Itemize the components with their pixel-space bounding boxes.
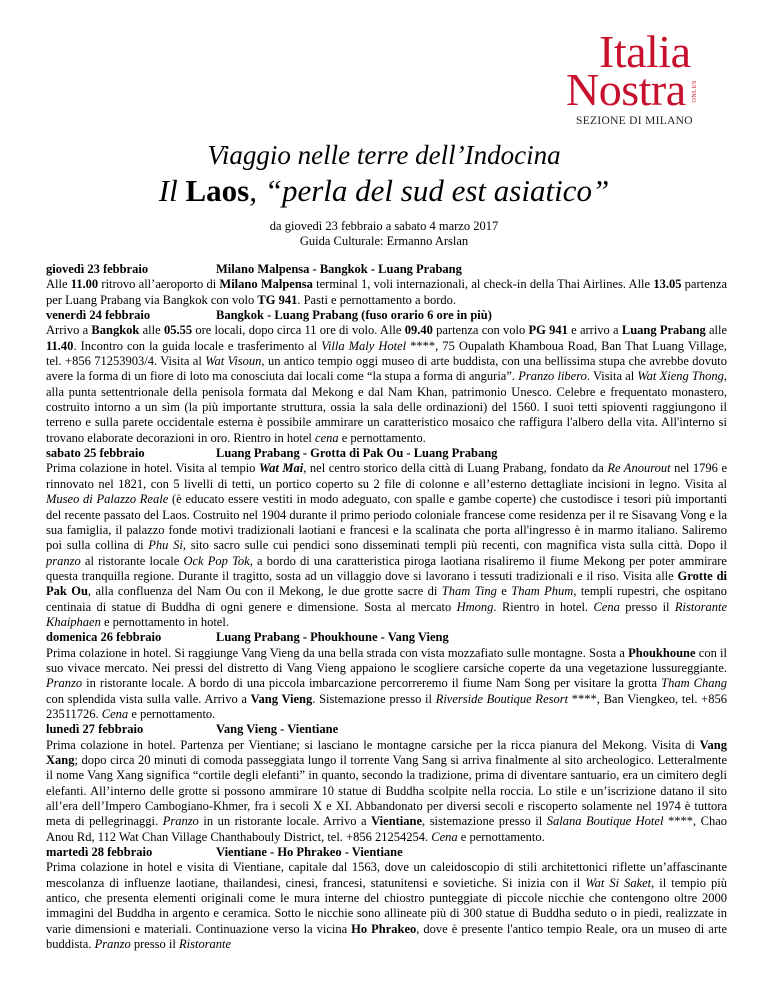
day-description: Alle 11.00 ritrovo all’aeroporto di Milano Malpensa terminal 1, voli internazionali, al check-in della Thai Airlines. Alle 13.05 partenza per Luang Prabang via Bangkok con volo TG 941. Pasti e pernottamento a bordo. [46,277,727,307]
trip-guide: Guida Culturale: Ermanno Arslan [299,234,469,248]
day-heading: venerdì 24 febbraio Bangkok - Luang Prabang (fuso orario 6 ore in più) [46,308,492,323]
logo-word-italia: Italia [599,26,691,77]
day-heading: sabato 25 febbraio Luang Prabang - Grotta di Pak Ou - Luang Prabang [46,446,498,461]
italia-nostra-logo [566,26,716,127]
trip-title: Viaggio nelle terre dell’Indocina [207,140,561,170]
logo-onlus: ONLUS [692,80,698,103]
laos-word: Laos [185,173,250,208]
logo-word-nostra: Nostra ONLUS [566,71,716,109]
itinerary [46,262,727,952]
day-heading: martedì 28 febbraio Vientiane - Ho Phrakeo - Vientiane [46,845,403,860]
day-description: Arrivo a Bangkok alle 05.55 ore locali, dopo circa 11 ore di volo. Alle 09.40 partenza con volo PG 941 e arrivo a Luang Prabang alle 11.40. Incontro con la guida locale e trasferimento al Villa Maly Hotel ****, 75 Oupalath Khamboua Road, Ban That Luang Village, tel. +856 71253903/4. Visita al Wat Visoun, un antico tempio oggi museo di arte buddista, con una bellissima stupa che avrebbe dovuto avere la forma di un fiore di loto ma conosciuta dai locali come “la stupa a forma di anguria”. Pranzo libero. Visita al Wat Xieng Thong, alla punta settentrionale della penisola formata dal Mekong e dal Nam Khan, patrimonio Unesco. Celebre e frequentato monastero, costruito intorno a un sìm (la più importante struttura, ossia la sala delle ordinazioni) del 1560. I suoi tetti spioventi raggiungono il terreno e sulla parete occidentale esterna è possibile ammirare un caratteristico mosaico che raffigura l'albero della vita. All'interno si trovano elaborate decorazioni in oro. Rientro in hotel cena e pernottamento. [46,323,728,445]
day-description: Prima colazione in hotel. Partenza per Vientiane; si lasciano le montagne carsiche per la ricca pianura del Mekong. Visita di Vang Xang; dopo circa 20 minuti di comoda passeggiata lungo il torrente Vang Sang si arriva finalmente al sito archeologico. Letteralmente il nome Vang Xang significa “cortile degli elefanti” in quanto, secondo la tradizione, prima di diventare santuario, era un cimitero degli elefanti. All’interno delle grotte si possono ammirare 10 statue di Buddha scolpite nella roccia. Lo stile e un’iscrizione datano il sito all’era dell’Impero Cambogiano-Khmer, fra i secoli X e XI. Abbandonato per diversi secoli e riscoperto solamente nel 1974 è tuttora meta di pellegrinaggi. Pranzo in un ristorante locale. Arrivo a Vientiane, sistemazione presso il Salana Boutique Hotel ****, Chao Anou Rd, 112 Wat Chan Village Chanthabouly District, tel. +856 21254254. Cena e pernottamento. [46,737,727,844]
trip-subtitle: Il Laos, “perla del sud est asiatico” [158,173,610,208]
day-heading: lunedì 27 febbraio Vang Vieng - Vientiane [46,722,339,737]
day-description: Prima colazione in hotel. Visita al tempio Wat Mai, nel centro storico della città di Luang Prabang, fondato da Re Anourout nel 1796 e rinnovato nel 1821, con 5 livelli di tetti, un portico coperto su 2 file di colonne e all’esterno dettagliate incisioni in legno. Visita al Museo di Palazzo Reale (è educato essere vestiti in modo adeguato, con spalle e gambe coperte) che custodisce i tesori più importanti del recente passato del Laos. Costruito nel 1904 durante il primo periodo coloniale francese come residenza per il re Sisavang Vong e la sua famiglia, il palazzo fonde motivi tradizionali laotiani e francesi e la scalinata che porta all'ingresso è in marmo italiano. Saliremo poi sulla collina di Phu Si, sito sacro sulle cui pendici sono disseminati templi più recenti, con magnifica vista sulla città. Dopo il pranzo al ristorante locale Ock Pop Tok, a bordo di una caratteristica piroga laotiana risaliremo il fiume Mekong per poter ammirare questa tranquilla regione. Durante il tragitto, sosta ad un villaggio dove si lavorano i tessuti tradizionali e il riso. Visita alle Grotte di Pak Ou, alla confluenza del Nam Ou con il Mekong, le due grotte sacre di Tham Ting e Tham Phum, templi rupestri, che ospitano centinaia di statue di Buddha di ogni genere e dimensione. Sosta al mercato Hmong. Rientro in hotel. Cena presso il Ristorante Khaiphaen e pernottamento in hotel. [46,461,728,629]
trip-info [0,219,768,249]
day-description: Prima colazione in hotel e visita di Vientiane, capitale dal 1563, dove un caleidoscopio di stili architettonici riflette un’affascinante mescolanza di influenze laotiane, thailandesi, cinesi, francesi, statunitensi e sovietiche. Si inizia con il Wat Si Saket, il tempio più antico, che presenta elementi originali come le mura interne del chiostro punteggiate di piccole nicchie che contengono oltre 2000 immagini del Buddha in argento e ceramica. Sotto le nicchie sono allineate più di 300 statue di Buddha seduto o in piedi, realizzate in varie dimensioni e materiali. Continuazione verso la vicina Ho Phrakeo, dove è presente l'antico tempio Reale, ora un museo di arte buddista. Pranzo presso il Ristorante [46,860,728,952]
trip-dates: da giovedì 23 febbraio a sabato 4 marzo 2017 [269,219,499,233]
logo-section: SEZIONE DI MILANO [576,115,693,127]
day-description: Prima colazione in hotel. Si raggiunge Vang Vieng da una bella strada con vista mozzafiato sulle montagne. Sosta a Phoukhoune con il suo vivace mercato. Nei pressi del distretto di Vang Vieng appaiono le scogliere carsiche coperte da una vegetazione lussureggiante. Pranzo in ristorante locale. A bordo di una piccola imbarcazione percorreremo il fiume Nam Song per visitare la grotta Tham Chang con splendida vista sulla valle. Arrivo a Vang Vieng. Sistemazione presso il Riverside Boutique Resort ****, Ban Viengkeo, tel. +856 23511726. Cena e pernottamento. [46,645,727,721]
day-heading: domenica 26 febbraio Luang Prabang - Phoukhoune - Vang Vieng [46,630,449,645]
day-heading: giovedì 23 febbraio Milano Malpensa - Bangkok - Luang Prabang [46,262,462,276]
